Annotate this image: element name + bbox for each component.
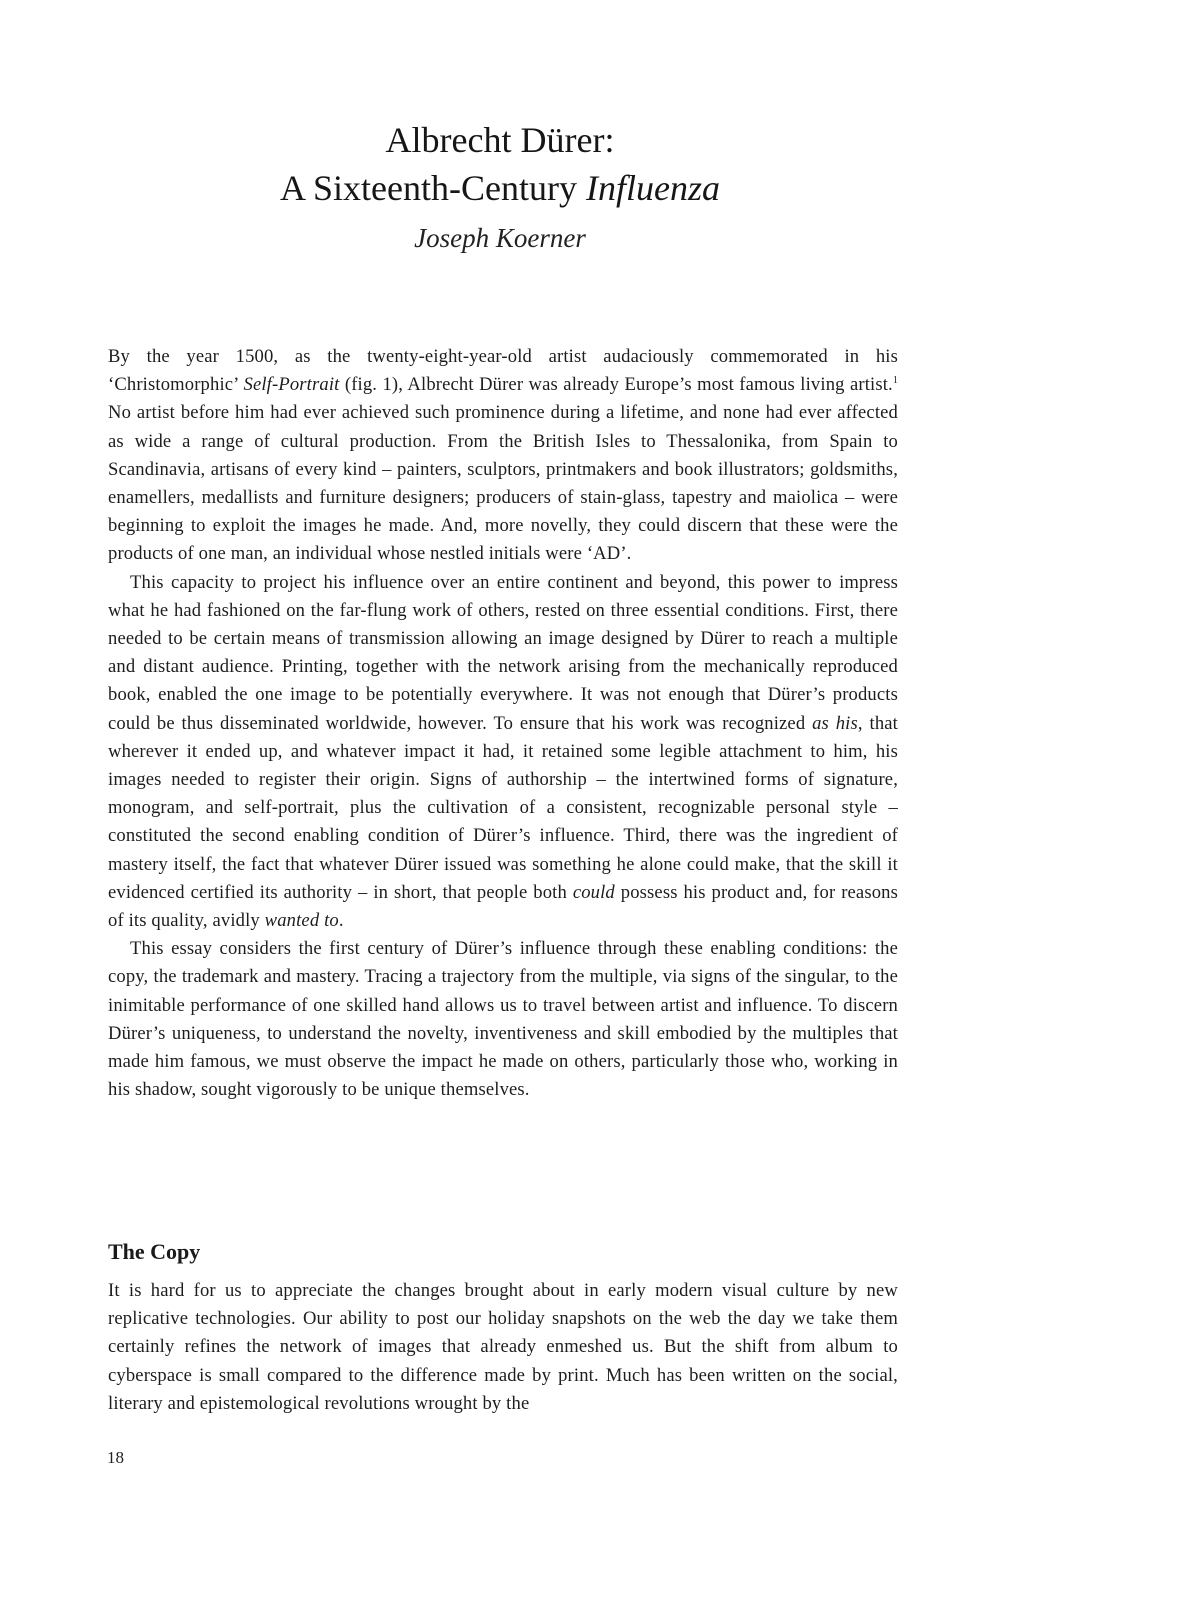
intro-p1-text-3: No artist before him had ever achieved such prominence during a lifetime, and none had ever affected as wide a range of cultural production. From the British Isles to Thessalonika, from Spain to Scandinavia, artisans of every kind – painters, sculptors, printmakers and book illustrators; goldsmiths, enamellers, medallists and furniture designers; producers of stain-glass, tapestry and maiolica – were beginning to exploit the images he made. And, more novelly, they could discern that these were the products of one man, an individual whose nestled initials were ‘AD’. [108,402,898,565]
title-line-2-italic: Influenza [585,168,720,208]
intro-p2-text-4: . [338,910,344,932]
copy-paragraph-1: It is hard for us to appreciate the changes brought about in early modern visual culture by new replicative technologies. Our ability to post our holiday snapshots on the web the day we take them certainly refines the network of images that already enmeshed us. But the shift from album to cyberspace is small compared to the difference made by print. Much has been written on the social, literary and epistemological revolutions wrought by the [108,1280,898,1414]
author-name: Joseph Koerner [414,223,586,253]
intro-paragraph-3 [108,935,898,1104]
section-heading: The Copy [108,1239,201,1264]
page-title [0,116,1000,164]
intro-p2-italic-wanted-to: wanted to [264,910,339,932]
title-block [0,116,1000,258]
intro-p1-italic-self-portrait: Self-Portrait [243,374,340,396]
intro-p3-text-1: This essay considers the first century of Dürer’s influence through these enabling conditions: the copy, the trademark and mastery. Tracing a trajectory from the multiple, via signs of the singular, to the inimitable performance of one skilled hand allows us to travel between artist and influence. To discern Dürer’s uniqueness, to understand the novelty, inventiveness and skill embodied by the multiples that made him famous, we must observe the impact he made on others, particularly those who, working in his shadow, sought vigorously to be unique themselves. [108,938,898,1101]
intro-p2-text-1: This capacity to project his influence over an entire continent and beyond, this power to impress what he had fashioned on the far-flung work of others, rested on three essential conditions. First, there needed to be certain means of transmission allowing an image designed by Dürer to reach a multiple and distant audience. Printing, together with the network arising from the mechanically reproduced book, enabled the one image to be potentially everywhere. It was not enough that Dürer’s products could be thus disseminated worldwide, however. To ensure that his work was recognized [108,571,898,734]
intro-p1-text-1: By the year 1500, as the twenty-eight-year-old artist audaciously commemorated in his ‘Christomorphic’ [108,346,898,396]
intro-p1-text-2: (fig. 1), Albrecht Dürer was already Europe’s most famous living artist. [339,374,893,396]
intro-paragraph-1 [108,343,898,569]
title-line-2-prefix: A Sixteenth-Century [280,168,586,208]
intro-p2-italic-could: could [572,881,615,903]
intro-p2-italic-as-his: as his [812,712,858,734]
page-number: 18 [107,1448,124,1467]
title-line-1: Albrecht Dürer: [385,120,615,160]
copy-section [108,1277,898,1418]
footnote-marker[interactable]: 1 [892,375,899,387]
page-subtitle [0,164,1000,212]
intro-p2-text-3: possess his product and, for reasons of its quality, avidly [108,881,899,932]
intro-section [108,343,898,1104]
intro-p2-text-2: , that wherever it ended up, and whatever impact it had, it retained some legible attachment to him, his images needed to register their origin. Signs of authorship – the intertwined forms of signature, monogram, and self-portrait, plus the cultivation of a consistent, recognizable personal style – constituted the second enabling condition of Dürer’s influence. Third, there was the ingredient of mastery itself, the fact that whatever Dürer issued was something he alone could make, that the skill it evidenced certified its authority – in short, that people both [108,712,898,903]
intro-paragraph-2 [108,569,898,936]
